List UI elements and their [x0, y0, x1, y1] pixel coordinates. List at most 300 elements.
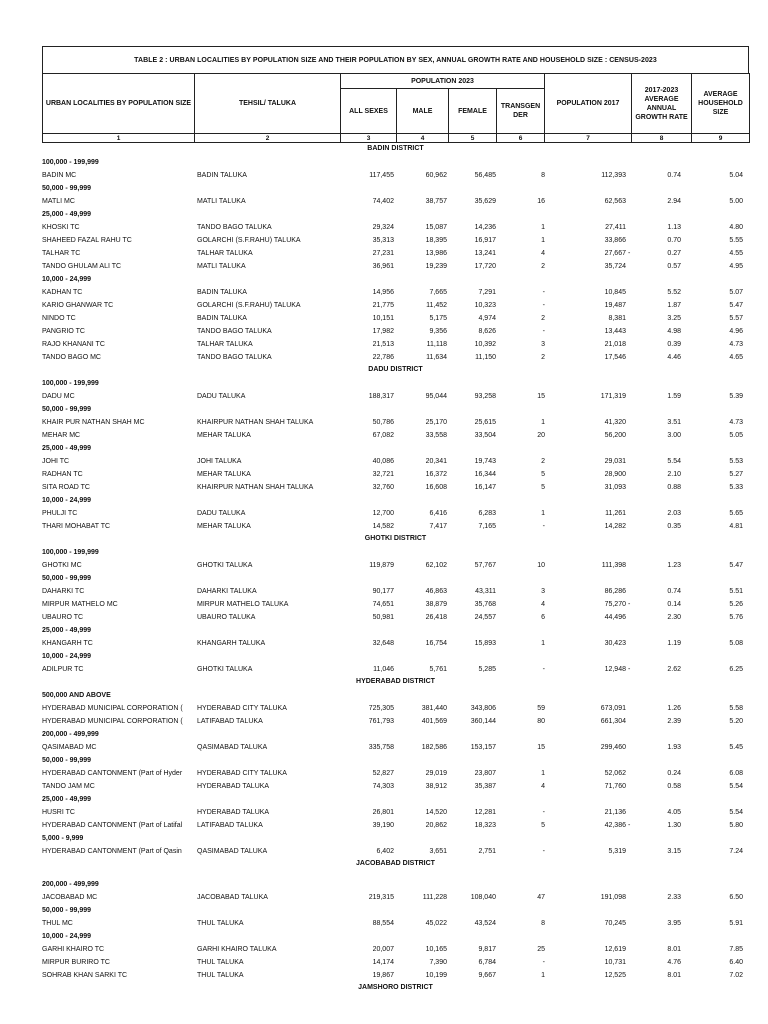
growth-rate: 1.93 [667, 744, 681, 751]
population-female: 9,817 [478, 946, 496, 953]
table-row [42, 221, 749, 234]
population-2017: 31,093 [604, 484, 626, 491]
locality-name: GHOTKI MC [42, 562, 82, 569]
population-female: 24,557 [474, 614, 496, 621]
table-row [42, 429, 749, 442]
population-male: 11,452 [426, 302, 447, 309]
population-all-sexes: 219,315 [368, 894, 394, 901]
population-2017: 11,261 [605, 510, 626, 517]
household-size: 7.24 [729, 848, 743, 855]
column-number: 6 [497, 134, 545, 143]
population-transgender: 20 [537, 432, 545, 439]
population-female: 14,236 [474, 224, 496, 231]
population-2017: 673,091 [600, 705, 626, 712]
size-group-label: 200,000 - 499,999 [42, 881, 99, 888]
population-all-sexes: 32,721 [372, 471, 394, 478]
population-size-group [42, 624, 749, 637]
population-male: 111,228 [422, 894, 447, 901]
size-group-label: 10,000 - 24,999 [42, 497, 92, 504]
population-transgender: 5 [541, 484, 545, 491]
growth-rate: 0.70 [667, 237, 681, 244]
population-female: 360,144 [470, 718, 496, 725]
column-number: 7 [545, 134, 632, 143]
household-size: 5.20 [729, 718, 743, 725]
table-row [42, 325, 749, 338]
tehsil-name: TANDO BAGO TALUKA [197, 354, 272, 361]
locality-name: MIRPUR BURIRO TC [42, 959, 110, 966]
locality-name: KHAIR PUR NATHAN SHAH MC [42, 419, 145, 426]
population-male: 60,962 [425, 172, 447, 179]
district-heading [42, 676, 749, 689]
population-transgender: 8 [541, 920, 545, 927]
population-2017: 33,866 [604, 237, 626, 244]
column-number: 4 [397, 134, 449, 143]
district-name: GHOTKI DISTRICT [364, 535, 427, 542]
population-size-group [42, 182, 749, 195]
population-size-group [42, 689, 749, 702]
table-row [42, 637, 749, 650]
population-female: 343,806 [470, 705, 496, 712]
locality-name: HYDERABAD CANTONMENT (Part of Latifal [42, 822, 183, 829]
population-2017: 12,948 [604, 666, 626, 673]
population-female: 5,285 [478, 666, 496, 673]
population-female: 43,311 [475, 588, 496, 595]
household-size: 4.73 [729, 419, 743, 426]
population-all-sexes: 188,317 [368, 393, 394, 400]
table-body [42, 143, 749, 995]
population-all-sexes: 26,801 [372, 809, 394, 816]
household-size: 5.45 [729, 744, 743, 751]
growth-rate: 4.05 [667, 809, 681, 816]
household-size: 5.26 [729, 601, 743, 608]
table-row [42, 195, 749, 208]
population-male: 95,044 [425, 393, 447, 400]
population-transgender: 10 [537, 562, 545, 569]
population-transgender: 1 [541, 237, 545, 244]
population-female: 6,283 [478, 510, 496, 517]
tehsil-name: QASIMABAD TALUKA [197, 744, 268, 751]
population-size-group [42, 572, 749, 585]
growth-rate: 2.39 [667, 718, 681, 725]
tehsil-name: MEHAR TALUKA [197, 471, 251, 478]
population-2017: 8,381 [608, 315, 626, 322]
population-all-sexes: 21,775 [372, 302, 394, 309]
household-size: 5.05 [729, 432, 743, 439]
growth-rate-sign: - [628, 601, 631, 608]
growth-rate: 0.57 [667, 263, 681, 270]
population-transgender: 1 [541, 419, 545, 426]
population-2017: 111,398 [601, 562, 626, 569]
household-size: 5.27 [729, 471, 743, 478]
population-male: 7,390 [429, 959, 447, 966]
growth-rate: 2.62 [667, 666, 681, 673]
population-size-group [42, 930, 749, 943]
population-all-sexes: 74,651 [372, 601, 394, 608]
population-2017: 52,062 [604, 770, 626, 777]
population-female: 2,751 [478, 848, 496, 855]
population-transgender: 2 [541, 263, 545, 270]
table-row [42, 260, 749, 273]
population-all-sexes: 12,700 [372, 510, 394, 517]
table-row [42, 351, 749, 364]
population-all-sexes: 39,190 [372, 822, 394, 829]
population-2017: 14,282 [604, 523, 626, 530]
population-transgender: 5 [541, 822, 545, 829]
household-size: 5.08 [729, 640, 743, 647]
population-2017: 28,900 [604, 471, 626, 478]
population-transgender: 1 [541, 770, 545, 777]
population-female: 7,165 [478, 523, 496, 530]
population-female: 8,626 [478, 328, 496, 335]
population-transgender: - [542, 809, 545, 816]
population-transgender: 80 [537, 718, 545, 725]
tehsil-name: QASIMABAD TALUKA [197, 848, 268, 855]
population-2017: 21,136 [604, 809, 626, 816]
population-size-group [42, 728, 749, 741]
header-tehsil: TEHSIL/ TALUKA [195, 74, 341, 134]
tehsil-name: UBAURO TALUKA [197, 614, 256, 621]
table-row [42, 455, 749, 468]
tehsil-name: TALHAR TALUKA [197, 341, 253, 348]
population-female: 25,615 [474, 419, 496, 426]
population-male: 10,165 [425, 946, 447, 953]
tehsil-name: TALHAR TALUKA [197, 250, 253, 257]
table-row [42, 663, 749, 676]
population-male: 14,520 [425, 809, 447, 816]
household-size: 5.00 [729, 198, 743, 205]
table-row [42, 741, 749, 754]
household-size: 4.55 [729, 250, 743, 257]
population-female: 12,281 [474, 809, 496, 816]
growth-rate: 0.35 [667, 523, 681, 530]
tehsil-name: MEHAR TALUKA [197, 523, 251, 530]
population-female: 33,504 [474, 432, 496, 439]
table-row [42, 468, 749, 481]
population-male: 7,665 [429, 289, 447, 296]
growth-rate: 8.01 [667, 972, 681, 979]
population-male: 6,416 [429, 510, 447, 517]
district-name: DADU DISTRICT [368, 366, 423, 373]
household-size: 5.76 [729, 614, 743, 621]
population-male: 16,372 [425, 471, 447, 478]
growth-rate: 2.30 [667, 614, 681, 621]
population-female: 16,917 [474, 237, 496, 244]
table-row [42, 585, 749, 598]
population-transgender: 25 [537, 946, 545, 953]
size-group-label: 50,000 - 99,999 [42, 757, 92, 764]
population-2017: 62,563 [604, 198, 626, 205]
locality-name: HYDERABAD MUNICIPAL CORPORATION ( [42, 705, 183, 712]
district-heading [42, 533, 749, 546]
population-transgender: 1 [541, 510, 545, 517]
locality-name: TALHAR TC [42, 250, 81, 257]
header-female: FEMALE [449, 89, 497, 134]
table-row [42, 956, 749, 969]
table-row [42, 234, 749, 247]
size-group-label: 100,000 - 199,999 [42, 159, 99, 166]
population-all-sexes: 88,554 [372, 920, 394, 927]
tehsil-name: HYDERABAD CITY TALUKA [197, 705, 287, 712]
household-size: 4.96 [729, 328, 743, 335]
population-all-sexes: 67,082 [372, 432, 394, 439]
size-group-label: 25,000 - 49,999 [42, 445, 92, 452]
population-male: 7,417 [429, 523, 447, 530]
district-heading [42, 364, 749, 377]
population-all-sexes: 6,402 [376, 848, 394, 855]
tehsil-name: THUL TALUKA [197, 972, 244, 979]
growth-rate-sign: - [628, 822, 631, 829]
population-male: 11,118 [426, 341, 447, 348]
population-male: 25,170 [425, 419, 447, 426]
locality-name: GARHI KHAIRO TC [42, 946, 105, 953]
population-female: 6,784 [478, 959, 496, 966]
tehsil-name: BADIN TALUKA [197, 172, 247, 179]
population-transgender: - [542, 302, 545, 309]
header-transgender: TRANSGEN DER [497, 89, 545, 134]
table-row [42, 806, 749, 819]
tehsil-name: TANDO BAGO TALUKA [197, 224, 272, 231]
household-size: 7.02 [729, 972, 743, 979]
population-all-sexes: 29,324 [372, 224, 394, 231]
district-heading [42, 858, 749, 871]
growth-rate: 4.46 [667, 354, 681, 361]
district-name: JAMSHORO DISTRICT [358, 984, 433, 991]
population-all-sexes: 14,582 [372, 523, 394, 530]
household-size: 6.40 [729, 959, 743, 966]
growth-rate: 0.74 [667, 172, 681, 179]
locality-name: JOHI TC [42, 458, 70, 465]
population-all-sexes: 117,455 [369, 172, 394, 179]
population-all-sexes: 32,648 [372, 640, 394, 647]
population-2017: 86,286 [604, 588, 626, 595]
population-male: 182,586 [421, 744, 447, 751]
table-row [42, 943, 749, 956]
growth-rate: 0.24 [667, 770, 681, 777]
growth-rate: 1.26 [667, 705, 681, 712]
header-household-size: AVERAGE HOUSEHOLD SIZE [692, 74, 750, 134]
population-all-sexes: 74,303 [372, 783, 394, 790]
population-transgender: 59 [537, 705, 545, 712]
growth-rate: 4.76 [667, 959, 681, 966]
population-2017: 19,487 [604, 302, 626, 309]
population-2017: 27,411 [605, 224, 626, 231]
locality-name: RADHAN TC [42, 471, 83, 478]
district-name: HYDERABAD DISTRICT [356, 678, 435, 685]
population-female: 16,344 [474, 471, 496, 478]
growth-rate: 4.98 [667, 328, 681, 335]
locality-name: UBAURO TC [42, 614, 84, 621]
population-transgender: 4 [541, 783, 545, 790]
population-2017: 41,320 [604, 419, 626, 426]
locality-name: RAJO KHANANI TC [42, 341, 105, 348]
population-male: 38,757 [425, 198, 447, 205]
population-size-group [42, 442, 749, 455]
population-female: 35,768 [474, 601, 496, 608]
growth-rate: 8.01 [667, 946, 681, 953]
population-all-sexes: 11,046 [373, 666, 394, 673]
table-row [42, 559, 749, 572]
population-male: 9,356 [429, 328, 447, 335]
tehsil-name: MIRPUR MATHELO TALUKA [197, 601, 289, 608]
size-group-label: 100,000 - 199,999 [42, 380, 99, 387]
table-row [42, 312, 749, 325]
population-male: 13,986 [425, 250, 447, 257]
household-size: 4.81 [729, 523, 743, 530]
population-male: 11,634 [426, 354, 447, 361]
growth-rate: 2.94 [667, 198, 681, 205]
locality-name: PANGRIO TC [42, 328, 85, 335]
population-size-group [42, 793, 749, 806]
population-female: 153,157 [470, 744, 496, 751]
population-female: 108,040 [470, 894, 496, 901]
population-female: 13,241 [474, 250, 496, 257]
size-group-label: 5,000 - 9,999 [42, 835, 84, 842]
growth-rate: 1.87 [667, 302, 681, 309]
column-number: 9 [692, 134, 750, 143]
tehsil-name: BADIN TALUKA [197, 315, 247, 322]
population-male: 46,863 [425, 588, 447, 595]
size-group-label: 50,000 - 99,999 [42, 406, 92, 413]
population-all-sexes: 52,827 [372, 770, 394, 777]
population-transgender: - [542, 666, 545, 673]
population-size-group [42, 156, 749, 169]
growth-rate: 1.23 [667, 562, 681, 569]
locality-name: MIRPUR MATHELO MC [42, 601, 118, 608]
locality-name: TANDO BAGO MC [42, 354, 101, 361]
household-size: 5.07 [729, 289, 743, 296]
population-2017: 12,619 [604, 946, 626, 953]
locality-name: HYDERABAD CANTONMENT (Part of Hyder [42, 770, 183, 777]
population-female: 15,893 [474, 640, 496, 647]
growth-rate: 2.03 [667, 510, 681, 517]
tehsil-name: HYDERABAD CITY TALUKA [197, 770, 287, 777]
tehsil-name: BADIN TALUKA [197, 289, 247, 296]
population-transgender: 6 [541, 614, 545, 621]
tehsil-name: THUL TALUKA [197, 959, 244, 966]
locality-name: KHANGARH TC [42, 640, 93, 647]
growth-rate: 3.95 [667, 920, 681, 927]
population-male: 5,175 [429, 315, 447, 322]
table-row [42, 481, 749, 494]
population-all-sexes: 50,786 [372, 419, 394, 426]
growth-rate: 5.54 [667, 458, 681, 465]
table-row [42, 286, 749, 299]
size-group-label: 200,000 - 499,999 [42, 731, 99, 738]
locality-name: DADU MC [42, 393, 75, 400]
population-transgender: 2 [541, 354, 545, 361]
locality-name: THUL MC [42, 920, 73, 927]
growth-rate-sign: - [628, 250, 631, 257]
population-female: 93,258 [474, 393, 496, 400]
population-female: 35,629 [474, 198, 496, 205]
population-2017: 75,270 [604, 601, 626, 608]
table-row [42, 299, 749, 312]
population-2017: 299,460 [600, 744, 626, 751]
population-male: 16,608 [425, 484, 447, 491]
population-size-group [42, 650, 749, 663]
locality-name: MEHAR MC [42, 432, 81, 439]
population-female: 57,767 [474, 562, 496, 569]
tehsil-name: KHAIRPUR NATHAN SHAH TALUKA [197, 419, 314, 426]
table-row [42, 169, 749, 182]
locality-name: SITA ROAD TC [42, 484, 90, 491]
population-male: 20,862 [425, 822, 447, 829]
population-male: 5,761 [429, 666, 447, 673]
locality-name: PHULJI TC [42, 510, 78, 517]
population-2017: 42,386 [604, 822, 626, 829]
population-size-group [42, 403, 749, 416]
population-transgender: - [542, 959, 545, 966]
population-transgender: 15 [537, 744, 545, 751]
population-female: 23,807 [474, 770, 496, 777]
population-all-sexes: 90,177 [372, 588, 394, 595]
household-size: 5.33 [729, 484, 743, 491]
population-all-sexes: 32,760 [372, 484, 394, 491]
growth-rate: 1.59 [667, 393, 681, 400]
household-size: 5.04 [729, 172, 743, 179]
household-size: 5.55 [729, 237, 743, 244]
district-heading [42, 982, 749, 995]
population-female: 9,667 [478, 972, 496, 979]
population-2017: 12,525 [604, 972, 626, 979]
population-all-sexes: 27,231 [372, 250, 394, 257]
population-2017: 10,845 [604, 289, 626, 296]
growth-rate: 1.30 [667, 822, 681, 829]
tehsil-name: GHOTKI TALUKA [197, 666, 253, 673]
population-all-sexes: 74,402 [372, 198, 394, 205]
population-size-group [42, 832, 749, 845]
locality-name: HUSRI TC [42, 809, 75, 816]
table-row [42, 845, 749, 858]
growth-rate: 0.74 [667, 588, 681, 595]
growth-rate: 3.15 [667, 848, 681, 855]
population-transgender: 15 [537, 393, 545, 400]
census-table-document [42, 46, 749, 995]
population-all-sexes: 21,513 [372, 341, 394, 348]
population-transgender: 5 [541, 471, 545, 478]
population-2017: 5,319 [608, 848, 626, 855]
locality-name: TANDO GHULAM ALI TC [42, 263, 122, 270]
population-male: 45,022 [425, 920, 447, 927]
population-female: 35,387 [474, 783, 496, 790]
locality-name: ADILPUR TC [42, 666, 84, 673]
size-group-label: 25,000 - 49,999 [42, 796, 92, 803]
tehsil-name: THUL TALUKA [197, 920, 244, 927]
table-row [42, 780, 749, 793]
column-number: 5 [449, 134, 497, 143]
population-male: 38,912 [425, 783, 447, 790]
population-2017: 112,393 [601, 172, 626, 179]
household-size: 5.47 [729, 562, 743, 569]
locality-name: MATLI MC [42, 198, 75, 205]
population-all-sexes: 20,007 [372, 946, 394, 953]
household-size: 4.95 [729, 263, 743, 270]
population-male: 29,019 [425, 770, 447, 777]
locality-name: DAHARKI TC [42, 588, 85, 595]
population-transgender: 1 [541, 640, 545, 647]
tehsil-name: MATLI TALUKA [197, 198, 246, 205]
population-all-sexes: 14,956 [372, 289, 394, 296]
population-female: 10,323 [474, 302, 496, 309]
household-size: 5.65 [729, 510, 743, 517]
population-female: 7,291 [478, 289, 496, 296]
size-group-label: 500,000 AND ABOVE [42, 692, 111, 699]
tehsil-name: MATLI TALUKA [197, 263, 246, 270]
population-female: 43,524 [474, 920, 496, 927]
locality-name: HYDERABAD CANTONMENT (Part of Qasin [42, 848, 182, 855]
population-male: 33,558 [425, 432, 447, 439]
population-all-sexes: 40,086 [372, 458, 394, 465]
